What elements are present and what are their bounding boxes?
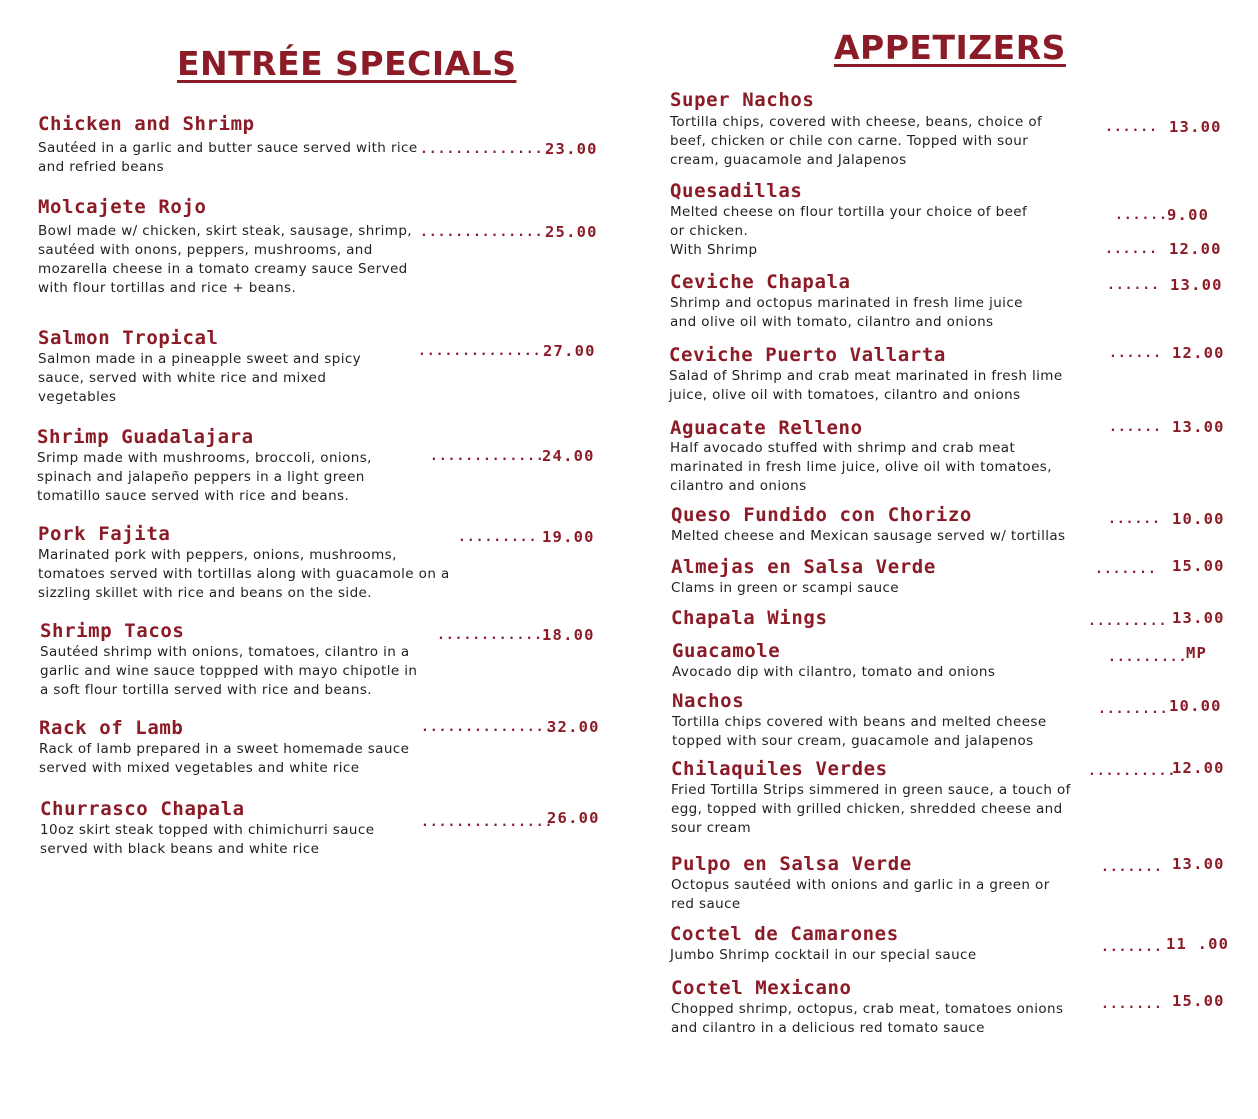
price-leader: ............... (420, 225, 553, 240)
price-leader: ......... (1088, 614, 1168, 629)
price-leader: ....... (1095, 562, 1157, 577)
menu-item-ceviche-chapala (670, 271, 1050, 332)
price-leader: ...... (1107, 278, 1160, 293)
item-description: Bowl made w/ chicken, skirt steak, sausage, shrimp, sautéed with onons, peppers, mushrooms, and mozarella cheese in a tomato creamy sauce Served with flour tortillas and rice + beans. (38, 223, 412, 296)
item-price: 19.00 (542, 528, 595, 546)
price-leader: ....... (1101, 940, 1163, 955)
item-price: MP (1186, 644, 1208, 662)
item-name: Pulpo en Salsa Verde (671, 853, 912, 875)
item-name: Almejas en Salsa Verde (671, 556, 936, 578)
price-leader: ...... (1105, 242, 1158, 257)
menu-item-nachos (672, 690, 1062, 751)
price-leader: ....... (1101, 860, 1163, 875)
item-price: 27.00 (543, 342, 596, 360)
menu-item-pulpo-en-salsa-verde (671, 853, 1051, 914)
menu-item-guacamole (672, 640, 1052, 682)
price-leader: .......... (1088, 764, 1177, 779)
item-name: Ceviche Chapala (670, 271, 851, 293)
item-name: Molcajete Rojo (38, 196, 207, 218)
menu-item-shrimp-guadalajara (37, 426, 417, 506)
menu-item-molcajete-rojo (38, 196, 418, 298)
menu-item-coctel-mexicano (671, 977, 1071, 1038)
item-name: Ceviche Puerto Vallarta (669, 344, 946, 366)
item-price: 13.00 (1172, 418, 1225, 436)
price-leader: ............... (421, 815, 554, 830)
item-description: Sautéed in a garlic and butter sauce served with rice and refried beans (38, 140, 418, 175)
item-price: 15.00 (1172, 992, 1225, 1010)
menu-item-aguacate-relleno (670, 417, 1060, 496)
price-leader: ............. (430, 449, 545, 464)
item-name: Shrimp Guadalajara (37, 426, 254, 448)
menu-item-chilaquiles-verdes (671, 758, 1071, 838)
item-description: Shrimp and octopus marinated in fresh lime juice and olive oil with tomato, cilantro and onions (670, 295, 1023, 330)
item-name: Chapala Wings (671, 607, 828, 629)
item-price: 25.00 (545, 223, 598, 241)
price-leader: ......... (1108, 650, 1188, 665)
item-price: 26.00 (547, 809, 600, 827)
item-price-with-shrimp: 12.00 (1169, 240, 1222, 258)
item-price: 18.00 (542, 626, 595, 644)
item-name: Nachos (672, 690, 745, 712)
item-description: Tortilla chips covered with beans and melted cheese topped with sour cream, guacamole and jalapenos (672, 714, 1047, 749)
item-price: 12.00 (1172, 759, 1225, 777)
price-leader: ............. (437, 628, 552, 643)
item-description: Salad of Shrimp and crab meat marinated in fresh lime juice, olive oil with tomatoes, cilantro and onions (669, 368, 1063, 403)
item-name: Queso Fundido con Chorizo (671, 504, 972, 526)
item-option-label: With Shrimp (670, 242, 758, 258)
menu-item-chicken-and-shrimp (38, 113, 418, 177)
price-leader: ............... (418, 344, 551, 359)
item-name: Aguacate Relleno (670, 417, 863, 439)
item-description: Tortilla chips, covered with cheese, beans, choice of beef, chicken or chile con carne. Topped with sour cream, guacamole and Jalapenos (670, 114, 1043, 168)
price-leader: ........ (1098, 702, 1169, 717)
item-price: 12.00 (1172, 344, 1225, 362)
price-leader: ...... (1108, 512, 1161, 527)
menu-item-churrasco-chapala (40, 798, 400, 859)
item-description: Salmon made in a pineapple sweet and spicy sauce, served with white rice and mixed vegetables (38, 351, 362, 405)
item-description: Half avocado stuffed with shrimp and crab meat marinated in fresh lime juice, olive oil with tomatoes, cilantro and onions (670, 440, 1052, 494)
item-description: 10oz skirt steak topped with chimichurri sauce served with black beans and white rice (40, 822, 375, 857)
item-price: 10.00 (1169, 697, 1222, 715)
menu-item-queso-fundido-con-chorizo (671, 504, 1091, 546)
item-name: Chilaquiles Verdes (671, 758, 888, 780)
item-name: Rack of Lamb (39, 717, 184, 739)
item-price: 9.00 (1167, 206, 1210, 224)
menu-item-quesadillas (670, 180, 1030, 260)
item-description: Sautéed shrimp with onions, tomatoes, cilantro in a garlic and wine sauce toppped with mayo chipotle in a soft flour tortilla served with rice and beans. (40, 644, 418, 698)
item-price: 24.00 (542, 447, 595, 465)
item-description: Fried Tortilla Strips simmered in green sauce, a touch of egg, topped with grilled chicken, shredded cheese and sour cream (671, 782, 1071, 836)
item-name: Coctel de Camarones (670, 923, 899, 945)
item-price: 13.00 (1169, 118, 1222, 136)
item-name: Chicken and Shrimp (38, 113, 255, 135)
item-description: Octopus sautéed with onions and garlic in a green or red sauce (671, 877, 1050, 912)
item-name: Guacamole (672, 640, 781, 662)
item-description: Melted cheese on flour tortilla your choice of beef or chicken. (670, 204, 1028, 239)
item-price: 10.00 (1172, 510, 1225, 528)
item-name: Super Nachos (670, 89, 815, 111)
menu-item-rack-of-lamb (39, 717, 424, 778)
item-price: 13.00 (1170, 276, 1223, 294)
item-name: Salmon Tropical (38, 327, 219, 349)
item-price: 13.00 (1172, 609, 1225, 627)
item-description: Avocado dip with cilantro, tomato and onions (672, 664, 996, 680)
price-leader: ....... (1101, 997, 1163, 1012)
item-description: Jumbo Shrimp cocktail in our special sauce (670, 947, 977, 963)
item-description: Marinated pork with peppers, onions, mushrooms, tomatoes served with tortillas along with guacamole on a sizzling skillet with rice and beans on the side. (38, 547, 450, 601)
menu-item-coctel-de-camarones (670, 923, 1070, 965)
item-description: Melted cheese and Mexican sausage served w/ tortillas (671, 528, 1066, 544)
item-name: Pork Fajita (38, 523, 171, 545)
item-price: 15.00 (1172, 557, 1225, 575)
item-description: Srimp made with mushrooms, broccoli, onions, spinach and jalapeño peppers in a light green tomatillo sauce served with rice and beans. (37, 450, 372, 504)
item-name: Churrasco Chapala (40, 798, 245, 820)
item-price: 32.00 (547, 718, 600, 736)
price-leader: ...... (1115, 208, 1168, 223)
appetizers-title: APPETIZERS (834, 28, 1066, 67)
price-leader: ...... (1109, 346, 1162, 361)
item-description: Rack of lamb prepared in a sweet homemade sauce served with mixed vegetables and white rice (39, 741, 410, 776)
item-name: Coctel Mexicano (671, 977, 852, 999)
menu-item-chapala-wings (671, 607, 1051, 629)
item-price: 23.00 (545, 140, 598, 158)
price-leader: ......... (458, 530, 538, 545)
price-leader: ............... (420, 142, 553, 157)
menu-item-salmon-tropical (38, 327, 378, 407)
item-description: Chopped shrimp, octopus, crab meat, tomatoes onions and cilantro in a delicious red tomato sauce (671, 1001, 1064, 1036)
item-description: Clams in green or scampi sauce (671, 580, 899, 596)
price-leader: ...... (1105, 120, 1158, 135)
entree-specials-title: ENTRÉE SPECIALS (177, 44, 517, 83)
menu-item-pork-fajita (38, 523, 458, 603)
item-name: Quesadillas (670, 180, 803, 202)
price-leader: ...... (1109, 420, 1162, 435)
item-price: 11 .00 (1166, 935, 1230, 953)
menu-item-shrimp-tacos (40, 620, 425, 700)
item-price: 13.00 (1172, 855, 1225, 873)
menu-item-ceviche-puerto-vallarta (669, 344, 1069, 405)
price-leader: ............... (421, 720, 554, 735)
menu-item-almejas-en-salsa-verde (671, 556, 1071, 598)
menu-item-super-nachos (670, 89, 1050, 170)
item-name: Shrimp Tacos (40, 620, 185, 642)
